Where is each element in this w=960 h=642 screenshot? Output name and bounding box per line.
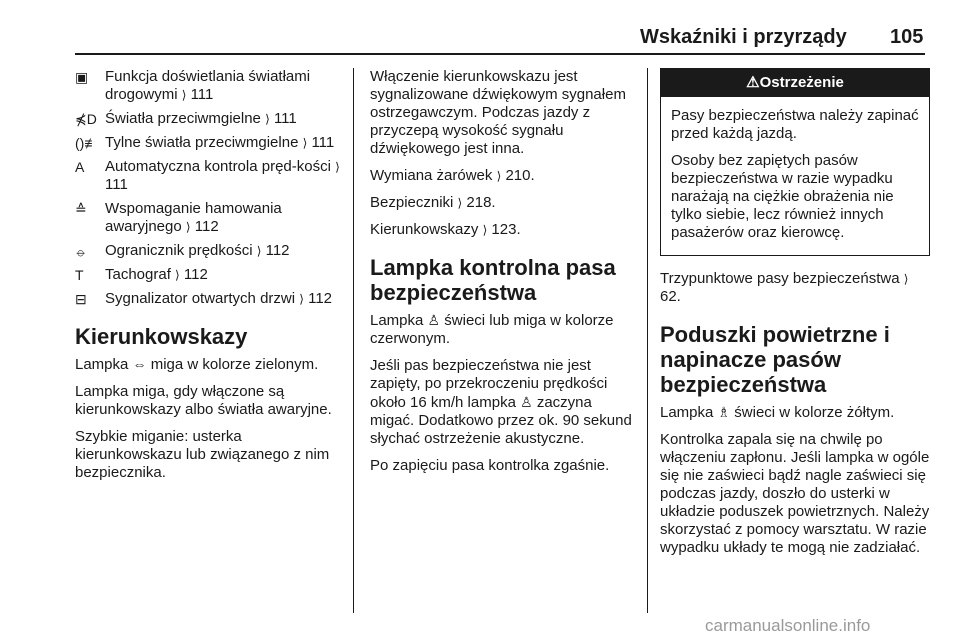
indicators-para-3: Szybkie miganie: usterka kierunkowskazu lub związanego z nim bezpiecznika. bbox=[75, 428, 330, 481]
page-reference: 111 bbox=[105, 176, 128, 193]
section-heading-airbags: Poduszki powietrzne i napinacze pasów bezpieczeństwa bbox=[660, 322, 890, 397]
seatbelt-para-2: Jeśli pas bezpieczeństwa nie jest zapięty, po przekroczeniu prędkości około 16 km/h lampka ♙ zaczyna migać. Dodatkowo przez ok. 90 sekund słychać ostrzeżenie akustyczne. bbox=[370, 357, 632, 447]
indicator-item bbox=[75, 110, 347, 128]
indicator-item bbox=[75, 200, 347, 236]
turn-signal-icon: ⇔ bbox=[132, 356, 147, 372]
indicator-item bbox=[75, 290, 347, 308]
indicator-item bbox=[75, 242, 347, 260]
seatbelt-icon: ♙ bbox=[520, 394, 533, 410]
seatbelt-icon: ♙ bbox=[427, 312, 441, 328]
indicator-label: Ogranicznik prędkości bbox=[105, 242, 253, 259]
indicator-label: Światła przeciwmgielne bbox=[105, 110, 261, 127]
page-reference-icon: ⟩ bbox=[903, 272, 909, 286]
page-reference-icon: ⟩ bbox=[335, 160, 340, 174]
fuses-reference: Bezpieczniki ⟩ 218. bbox=[370, 194, 496, 211]
brake-assist-icon: ≙ bbox=[75, 201, 87, 217]
header-rule bbox=[75, 53, 925, 55]
turn-signal-sound-para: Włączenie kierunkowskazu jest sygnalizowane dźwiękowym sygnałem ostrzegawczym. Podczas jazdy z przyczepą wysokość sygnału dźwiękowego jest inna. bbox=[370, 68, 626, 157]
front-fog-light-icon: ⋠D bbox=[75, 111, 97, 127]
page-reference: 111 bbox=[311, 134, 335, 151]
indicators-para-2: Lampka miga, gdy włączone są kierunkowskazy albo światła awaryjne. bbox=[75, 383, 332, 418]
warning-text-2: Osoby bez zapiętych pasów bezpieczeństwa w razie wypadku narażają na ciężkie obrażenia nie tylko siebie, lecz również innych pasażerów oraz kierowcę. bbox=[671, 152, 894, 241]
page-reference: 112 bbox=[265, 242, 290, 259]
page-reference: 111 bbox=[190, 86, 214, 103]
page-reference-icon: ⟩ bbox=[496, 169, 502, 183]
warning-text-1: Pasy bezpieczeństwa należy zapinać przed każdą jazdą. bbox=[671, 107, 919, 142]
column-3 bbox=[660, 68, 930, 566]
open-door-icon: ⊟ bbox=[75, 291, 87, 307]
automatic-speed-control-icon: A bbox=[75, 159, 85, 175]
indicator-label: Wspomaganie hamowania awaryjnego bbox=[105, 200, 282, 235]
three-point-belt-reference: Trzypunktowe pasy bezpieczeństwa ⟩ 62. bbox=[660, 270, 909, 305]
page-header-title: Wskaźniki i przyrządy bbox=[640, 26, 847, 48]
indicator-item bbox=[75, 68, 347, 104]
indicator-list bbox=[75, 68, 347, 308]
indicator-label: Tachograf bbox=[105, 266, 171, 283]
section-heading-seatbelt: Lampka kontrolna pasa bezpieczeństwa bbox=[370, 255, 616, 305]
indicator-label: Sygnalizator otwartych drzwi bbox=[105, 290, 296, 307]
watermark: carmanualsonline.info bbox=[705, 616, 871, 635]
column-2 bbox=[370, 68, 638, 484]
column-divider-1 bbox=[353, 68, 354, 613]
page-reference-icon: ⟩ bbox=[256, 244, 262, 258]
indicator-item bbox=[75, 134, 347, 152]
column-divider-2 bbox=[647, 68, 648, 613]
page-reference-icon: ⟩ bbox=[175, 268, 180, 282]
warning-title: Ostrzeżenie bbox=[759, 74, 844, 91]
bulbs-reference: Wymiana żarówek ⟩ 210. bbox=[370, 167, 535, 184]
airbag-para-2: Kontrolka zapala się na chwilę po włączeniu zapłonu. Jeśli lampka w ogóle się nie zaświeci bądź nagle zaświeci się podczas jazdy, doszło do usterki w układzie poduszek powietrznych. Należy skorzystać z pomocy warsztatu. W razie wypadku układy te mogą nie zadziałać. bbox=[660, 431, 930, 556]
page-reference-icon: ⟩ bbox=[299, 292, 304, 306]
indicator-item bbox=[75, 158, 347, 194]
page-reference-icon: ⟩ bbox=[482, 223, 488, 237]
page-number: 105 bbox=[890, 26, 924, 48]
indicator-item bbox=[75, 266, 347, 284]
page-reference: 111 bbox=[273, 110, 297, 127]
indicators-para-1: Lampka ⇔ miga w kolorze zielonym. bbox=[75, 356, 319, 373]
page-reference-icon: ⟩ bbox=[265, 112, 270, 126]
headlight-levelling-icon: ▣ bbox=[75, 69, 89, 85]
speed-limiter-icon: ⦵ bbox=[75, 243, 87, 259]
indicator-label: Tylne światła przeciwmgielne bbox=[105, 134, 299, 151]
indicators-reference: Kierunkowskazy ⟩ 123. bbox=[370, 221, 521, 238]
page-reference-icon: ⟩ bbox=[302, 136, 308, 150]
page-reference: 112 bbox=[183, 266, 208, 283]
page-reference-icon: ⟩ bbox=[457, 196, 463, 210]
page-reference-icon: ⟩ bbox=[185, 220, 191, 234]
warning-box bbox=[660, 68, 930, 256]
column-1 bbox=[75, 68, 347, 491]
warning-header bbox=[661, 69, 929, 97]
indicator-label: Automatyczna kontrola pręd-kości bbox=[105, 158, 331, 175]
rear-fog-light-icon: ()≢ bbox=[75, 135, 99, 151]
indicator-label: Funkcja doświetlania światłami drogowymi bbox=[105, 68, 311, 103]
airbag-icon: ♗ bbox=[717, 404, 731, 420]
section-heading-indicators: Kierunkowskazy bbox=[75, 324, 248, 349]
warning-triangle-icon: ⚠ bbox=[746, 74, 760, 91]
seatbelt-para-1: Lampka ♙ świeci lub miga w kolorze czerwonym. bbox=[370, 312, 614, 347]
page-reference: 112 bbox=[194, 218, 219, 235]
tachograph-icon: T bbox=[75, 267, 84, 283]
page-reference-icon: ⟩ bbox=[181, 88, 187, 102]
seatbelt-para-3: Po zapięciu pasa kontrolka zgaśnie. bbox=[370, 457, 610, 474]
page-reference: 112 bbox=[308, 290, 333, 307]
airbag-para-1: Lampka ♗ świeci w kolorze żółtym. bbox=[660, 404, 895, 421]
